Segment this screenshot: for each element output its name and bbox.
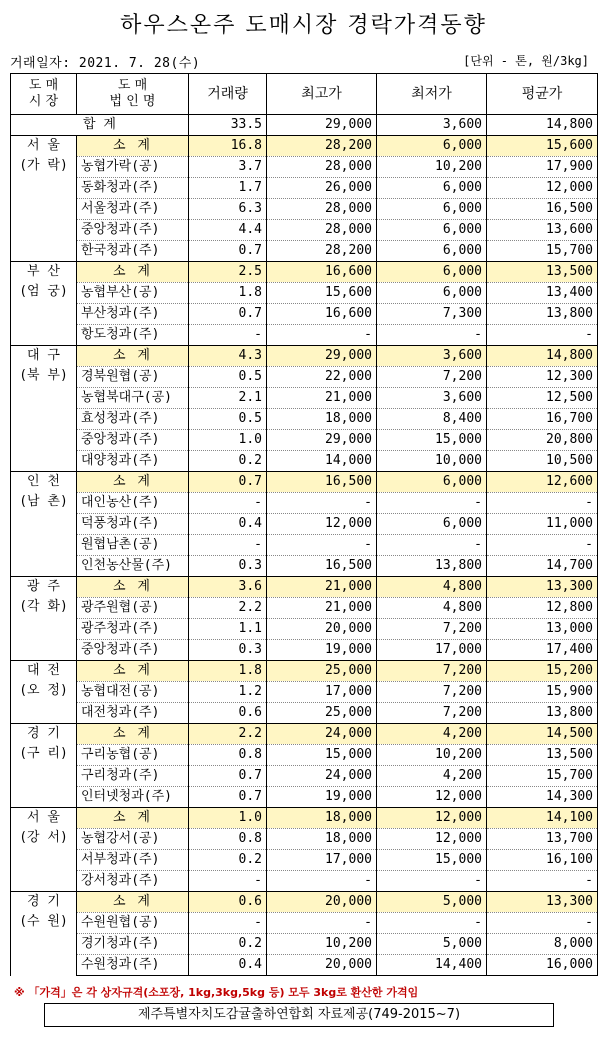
corp-name: 농협강서(공)	[77, 829, 189, 850]
corp-name: 소 계	[77, 892, 189, 913]
corp-name: 인천농산물(주)	[77, 556, 189, 577]
min-price-cell: 6,000	[377, 241, 487, 262]
volume-cell: 0.2	[189, 934, 267, 955]
avg-price-cell: 17,400	[487, 640, 598, 661]
min-price-cell: 6,000	[377, 514, 487, 535]
max-price-cell: 28,200	[267, 136, 377, 157]
max-price-cell: 28,000	[267, 220, 377, 241]
min-price-cell: 15,000	[377, 850, 487, 871]
unit-label: [단위 - 톤, 원/3kg]	[463, 54, 589, 68]
market-name: 인 천	[27, 474, 60, 489]
min-price-cell: 12,000	[377, 787, 487, 808]
max-price-cell: 16,500	[267, 472, 377, 493]
market-cell	[11, 346, 77, 472]
corp-name: 대전청과(주)	[77, 703, 189, 724]
subtotal-row	[11, 262, 598, 283]
volume-cell: 1.8	[189, 661, 267, 682]
footnote: ※ 「가격」은 각 상자규격(소포장, 1kg,3kg,5kg 등) 모두 3kg로 환산한 가격임	[14, 986, 419, 999]
min-price-cell: 7,200	[377, 661, 487, 682]
corp-name: 대인농산(주)	[77, 493, 189, 514]
header-market	[11, 74, 77, 115]
avg-price-cell: 13,600	[487, 220, 598, 241]
corp-name: 소 계	[77, 724, 189, 745]
header-market-line2: 시 장	[28, 94, 59, 109]
volume-cell: 0.6	[189, 892, 267, 913]
avg-price-cell: 15,600	[487, 136, 598, 157]
max-price-cell: 19,000	[267, 787, 377, 808]
volume-cell: 0.3	[189, 640, 267, 661]
corp-name: 강서청과(주)	[77, 871, 189, 892]
volume-cell: 4.4	[189, 220, 267, 241]
avg-price-cell: 17,900	[487, 157, 598, 178]
volume-cell: 1.0	[189, 808, 267, 829]
min-price-cell: 15,000	[377, 430, 487, 451]
table-row	[11, 619, 598, 640]
max-price-cell: 18,000	[267, 808, 377, 829]
subtotal-row	[11, 577, 598, 598]
total-row	[11, 115, 598, 136]
corp-name: 광주청과(주)	[77, 619, 189, 640]
table-row	[11, 871, 598, 892]
market-cell	[11, 724, 77, 808]
table-row	[11, 766, 598, 787]
volume-cell: 0.8	[189, 745, 267, 766]
min-price-cell: 7,200	[377, 619, 487, 640]
header-max: 최고가	[267, 74, 377, 115]
min-price-cell: 6,000	[377, 136, 487, 157]
max-price-cell: 25,000	[267, 661, 377, 682]
avg-price-cell: 11,000	[487, 514, 598, 535]
max-price-cell: 18,000	[267, 409, 377, 430]
avg-price-cell: 15,700	[487, 241, 598, 262]
corp-name: 대양청과(주)	[77, 451, 189, 472]
avg-price-cell: 13,400	[487, 283, 598, 304]
max-price-cell: 21,000	[267, 388, 377, 409]
min-price-cell: -	[377, 913, 487, 934]
market-name: 서 울	[27, 810, 60, 825]
corp-name: 수원청과(주)	[77, 955, 189, 976]
table-row	[11, 451, 598, 472]
corp-name: 경기청과(주)	[77, 934, 189, 955]
header-row	[11, 74, 598, 115]
avg-price-cell: 13,800	[487, 304, 598, 325]
min-price-cell: 3,600	[377, 388, 487, 409]
volume-cell: 3.7	[189, 157, 267, 178]
table-row	[11, 493, 598, 514]
min-price-cell: 10,200	[377, 745, 487, 766]
volume-cell: 0.7	[189, 241, 267, 262]
corp-name: 소 계	[77, 136, 189, 157]
min-price-cell: 4,800	[377, 598, 487, 619]
avg-price-cell: 15,200	[487, 661, 598, 682]
max-price-cell: 16,500	[267, 556, 377, 577]
header-corp-line2: 법 인 명	[109, 94, 156, 109]
subtotal-row	[11, 808, 598, 829]
volume-cell: -	[189, 535, 267, 556]
volume-cell: 0.6	[189, 703, 267, 724]
corp-name: 수원원협(공)	[77, 913, 189, 934]
total-label: 합 계	[11, 115, 189, 136]
subtotal-row	[11, 472, 598, 493]
min-price-cell: 4,200	[377, 766, 487, 787]
avg-price-cell: 13,300	[487, 892, 598, 913]
avg-price-cell: 14,500	[487, 724, 598, 745]
market-cell	[11, 577, 77, 661]
corp-name: 소 계	[77, 661, 189, 682]
table-row	[11, 934, 598, 955]
min-price-cell: 17,000	[377, 640, 487, 661]
min-price-cell: 7,300	[377, 304, 487, 325]
min-price-cell: 14,400	[377, 955, 487, 976]
avg-price-cell: 13,800	[487, 703, 598, 724]
volume-cell: -	[189, 493, 267, 514]
min-price-cell: 6,000	[377, 472, 487, 493]
min-price-cell: 10,200	[377, 157, 487, 178]
table-row	[11, 598, 598, 619]
avg-price-cell: 12,800	[487, 598, 598, 619]
header-corp-line1: 도 매	[117, 78, 148, 93]
market-district: (구 리)	[19, 746, 68, 761]
volume-cell: -	[189, 913, 267, 934]
max-price-cell: -	[267, 493, 377, 514]
avg-price-cell: 14,100	[487, 808, 598, 829]
avg-price-cell: 12,300	[487, 367, 598, 388]
market-district: (남 촌)	[19, 494, 68, 509]
volume-cell: 1.0	[189, 430, 267, 451]
total-volume: 33.5	[189, 115, 267, 136]
avg-price-cell: 16,700	[487, 409, 598, 430]
market-name: 광 주	[27, 579, 60, 594]
corp-name: 동화청과(주)	[77, 178, 189, 199]
max-price-cell: 24,000	[267, 766, 377, 787]
volume-cell: 3.6	[189, 577, 267, 598]
corp-name: 농협대전(공)	[77, 682, 189, 703]
header-min: 최저가	[377, 74, 487, 115]
price-table	[10, 73, 598, 976]
market-cell	[11, 661, 77, 724]
min-price-cell: -	[377, 493, 487, 514]
market-name: 대 구	[27, 348, 60, 363]
min-price-cell: 12,000	[377, 808, 487, 829]
max-price-cell: 26,000	[267, 178, 377, 199]
avg-price-cell: 13,700	[487, 829, 598, 850]
volume-cell: 0.4	[189, 955, 267, 976]
min-price-cell: 12,000	[377, 829, 487, 850]
header-market-line1: 도 매	[28, 78, 59, 93]
avg-price-cell: 10,500	[487, 451, 598, 472]
corp-name: 인터넷청과(주)	[77, 787, 189, 808]
corp-name: 소 계	[77, 346, 189, 367]
avg-price-cell: 14,700	[487, 556, 598, 577]
market-district: (엄 궁)	[19, 284, 68, 299]
max-price-cell: 15,000	[267, 745, 377, 766]
avg-price-cell: 16,000	[487, 955, 598, 976]
table-row	[11, 556, 598, 577]
max-price-cell: 18,000	[267, 829, 377, 850]
table-row	[11, 850, 598, 871]
table-row	[11, 283, 598, 304]
table-row	[11, 220, 598, 241]
min-price-cell: 13,800	[377, 556, 487, 577]
min-price-cell: -	[377, 871, 487, 892]
avg-price-cell: 8,000	[487, 934, 598, 955]
max-price-cell: 19,000	[267, 640, 377, 661]
avg-price-cell: 13,500	[487, 262, 598, 283]
volume-cell: 6.3	[189, 199, 267, 220]
corp-name: 중앙청과(주)	[77, 640, 189, 661]
max-price-cell: 17,000	[267, 850, 377, 871]
subtotal-row	[11, 892, 598, 913]
corp-name: 중앙청과(주)	[77, 220, 189, 241]
min-price-cell: 4,800	[377, 577, 487, 598]
market-district: (북 부)	[19, 368, 68, 383]
max-price-cell: 14,000	[267, 451, 377, 472]
max-price-cell: 10,200	[267, 934, 377, 955]
min-price-cell: 5,000	[377, 934, 487, 955]
max-price-cell: -	[267, 871, 377, 892]
min-price-cell: -	[377, 325, 487, 346]
corp-name: 원협남촌(공)	[77, 535, 189, 556]
total-min: 3,600	[377, 115, 487, 136]
subtotal-row	[11, 724, 598, 745]
avg-price-cell: 14,300	[487, 787, 598, 808]
page-title: 하우스온주 도매시장 경락가격동향	[120, 13, 487, 38]
subtotal-row	[11, 661, 598, 682]
avg-price-cell: 14,800	[487, 346, 598, 367]
corp-name: 부산청과(주)	[77, 304, 189, 325]
header-volume: 거래량	[189, 74, 267, 115]
min-price-cell: 7,200	[377, 367, 487, 388]
market-district: (가 락)	[19, 158, 68, 173]
min-price-cell: 6,000	[377, 283, 487, 304]
corp-name: 효성청과(주)	[77, 409, 189, 430]
max-price-cell: 16,600	[267, 262, 377, 283]
min-price-cell: 6,000	[377, 262, 487, 283]
min-price-cell: 5,000	[377, 892, 487, 913]
table-row	[11, 409, 598, 430]
volume-cell: 1.1	[189, 619, 267, 640]
max-price-cell: 24,000	[267, 724, 377, 745]
avg-price-cell: 15,900	[487, 682, 598, 703]
volume-cell: 2.5	[189, 262, 267, 283]
max-price-cell: 16,600	[267, 304, 377, 325]
max-price-cell: 20,000	[267, 892, 377, 913]
corp-name: 구리농협(공)	[77, 745, 189, 766]
max-price-cell: -	[267, 325, 377, 346]
market-name: 부 산	[27, 264, 60, 279]
table-row	[11, 304, 598, 325]
volume-cell: 1.7	[189, 178, 267, 199]
min-price-cell: 4,200	[377, 724, 487, 745]
header-avg: 평균가	[487, 74, 598, 115]
volume-cell: 4.3	[189, 346, 267, 367]
corp-name: 서울청과(주)	[77, 199, 189, 220]
corp-name: 덕풍청과(주)	[77, 514, 189, 535]
avg-price-cell: -	[487, 871, 598, 892]
min-price-cell: 8,400	[377, 409, 487, 430]
max-price-cell: 17,000	[267, 682, 377, 703]
table-row	[11, 955, 598, 976]
table-row	[11, 640, 598, 661]
volume-cell: -	[189, 871, 267, 892]
market-district: (오 정)	[19, 683, 68, 698]
table-row	[11, 787, 598, 808]
table-row	[11, 388, 598, 409]
subtotal-row	[11, 136, 598, 157]
min-price-cell: -	[377, 535, 487, 556]
volume-cell: 0.2	[189, 850, 267, 871]
volume-cell: 0.7	[189, 304, 267, 325]
corp-name: 경북원협(공)	[77, 367, 189, 388]
market-cell	[11, 808, 77, 892]
market-district: (강 서)	[19, 830, 68, 845]
avg-price-cell: -	[487, 913, 598, 934]
total-avg: 14,800	[487, 115, 598, 136]
min-price-cell: 6,000	[377, 178, 487, 199]
min-price-cell: 7,200	[377, 682, 487, 703]
table-row	[11, 535, 598, 556]
avg-price-cell: 20,800	[487, 430, 598, 451]
avg-price-cell: -	[487, 325, 598, 346]
market-cell	[11, 472, 77, 577]
trade-date: 거래일자: 2021. 7. 28(수)	[10, 56, 201, 71]
table-row	[11, 430, 598, 451]
min-price-cell: 6,000	[377, 199, 487, 220]
table-row	[11, 829, 598, 850]
avg-price-cell: 12,000	[487, 178, 598, 199]
volume-cell: 1.8	[189, 283, 267, 304]
market-cell	[11, 892, 77, 976]
avg-price-cell: 16,100	[487, 850, 598, 871]
max-price-cell: 29,000	[267, 430, 377, 451]
avg-price-cell: 16,500	[487, 199, 598, 220]
market-cell	[11, 136, 77, 262]
market-district: (각 화)	[19, 599, 68, 614]
market-name: 경 기	[27, 894, 60, 909]
table-row	[11, 325, 598, 346]
volume-cell: 0.8	[189, 829, 267, 850]
max-price-cell: 28,200	[267, 241, 377, 262]
max-price-cell: 21,000	[267, 598, 377, 619]
max-price-cell: -	[267, 913, 377, 934]
avg-price-cell: -	[487, 493, 598, 514]
volume-cell: 0.3	[189, 556, 267, 577]
max-price-cell: 28,000	[267, 199, 377, 220]
max-price-cell: 25,000	[267, 703, 377, 724]
corp-name: 소 계	[77, 808, 189, 829]
max-price-cell: 20,000	[267, 955, 377, 976]
table-row	[11, 157, 598, 178]
table-row	[11, 241, 598, 262]
volume-cell: 0.7	[189, 472, 267, 493]
corp-name: 농협북대구(공)	[77, 388, 189, 409]
max-price-cell: 20,000	[267, 619, 377, 640]
table-row	[11, 367, 598, 388]
max-price-cell: 15,600	[267, 283, 377, 304]
market-cell	[11, 262, 77, 346]
corp-name: 서부청과(주)	[77, 850, 189, 871]
source-box: 제주특별자치도감귤출하연합회 자료제공(749-2015~7)	[44, 1003, 554, 1027]
volume-cell: 0.7	[189, 787, 267, 808]
min-price-cell: 6,000	[377, 220, 487, 241]
table-row	[11, 913, 598, 934]
min-price-cell: 3,600	[377, 346, 487, 367]
volume-cell: 0.5	[189, 409, 267, 430]
corp-name: 소 계	[77, 262, 189, 283]
corp-name: 구리청과(주)	[77, 766, 189, 787]
min-price-cell: 10,000	[377, 451, 487, 472]
avg-price-cell: -	[487, 535, 598, 556]
avg-price-cell: 13,000	[487, 619, 598, 640]
corp-name: 농협가락(공)	[77, 157, 189, 178]
volume-cell: 0.7	[189, 766, 267, 787]
avg-price-cell: 12,600	[487, 472, 598, 493]
table-row	[11, 514, 598, 535]
max-price-cell: -	[267, 535, 377, 556]
avg-price-cell: 13,300	[487, 577, 598, 598]
corp-name: 소 계	[77, 577, 189, 598]
avg-price-cell: 12,500	[487, 388, 598, 409]
table-row	[11, 703, 598, 724]
subtotal-row	[11, 346, 598, 367]
corp-name: 중앙청과(주)	[77, 430, 189, 451]
market-name: 경 기	[27, 726, 60, 741]
corp-name: 광주원협(공)	[77, 598, 189, 619]
volume-cell: 1.2	[189, 682, 267, 703]
header-corp	[77, 74, 189, 115]
volume-cell: -	[189, 325, 267, 346]
corp-name: 한국청과(주)	[77, 241, 189, 262]
corp-name: 소 계	[77, 472, 189, 493]
table-row	[11, 682, 598, 703]
table-row	[11, 178, 598, 199]
volume-cell: 2.2	[189, 598, 267, 619]
market-district: (수 원)	[19, 914, 68, 929]
corp-name: 항도청과(주)	[77, 325, 189, 346]
table-row	[11, 745, 598, 766]
volume-cell: 16.8	[189, 136, 267, 157]
max-price-cell: 29,000	[267, 346, 377, 367]
volume-cell: 0.2	[189, 451, 267, 472]
min-price-cell: 7,200	[377, 703, 487, 724]
max-price-cell: 12,000	[267, 514, 377, 535]
volume-cell: 0.5	[189, 367, 267, 388]
max-price-cell: 22,000	[267, 367, 377, 388]
max-price-cell: 28,000	[267, 157, 377, 178]
total-max: 29,000	[267, 115, 377, 136]
avg-price-cell: 15,700	[487, 766, 598, 787]
avg-price-cell: 13,500	[487, 745, 598, 766]
corp-name: 농협부산(공)	[77, 283, 189, 304]
table-row	[11, 199, 598, 220]
volume-cell: 2.2	[189, 724, 267, 745]
market-name: 서 울	[27, 138, 60, 153]
volume-cell: 2.1	[189, 388, 267, 409]
volume-cell: 0.4	[189, 514, 267, 535]
max-price-cell: 21,000	[267, 577, 377, 598]
market-name: 대 전	[27, 663, 60, 678]
